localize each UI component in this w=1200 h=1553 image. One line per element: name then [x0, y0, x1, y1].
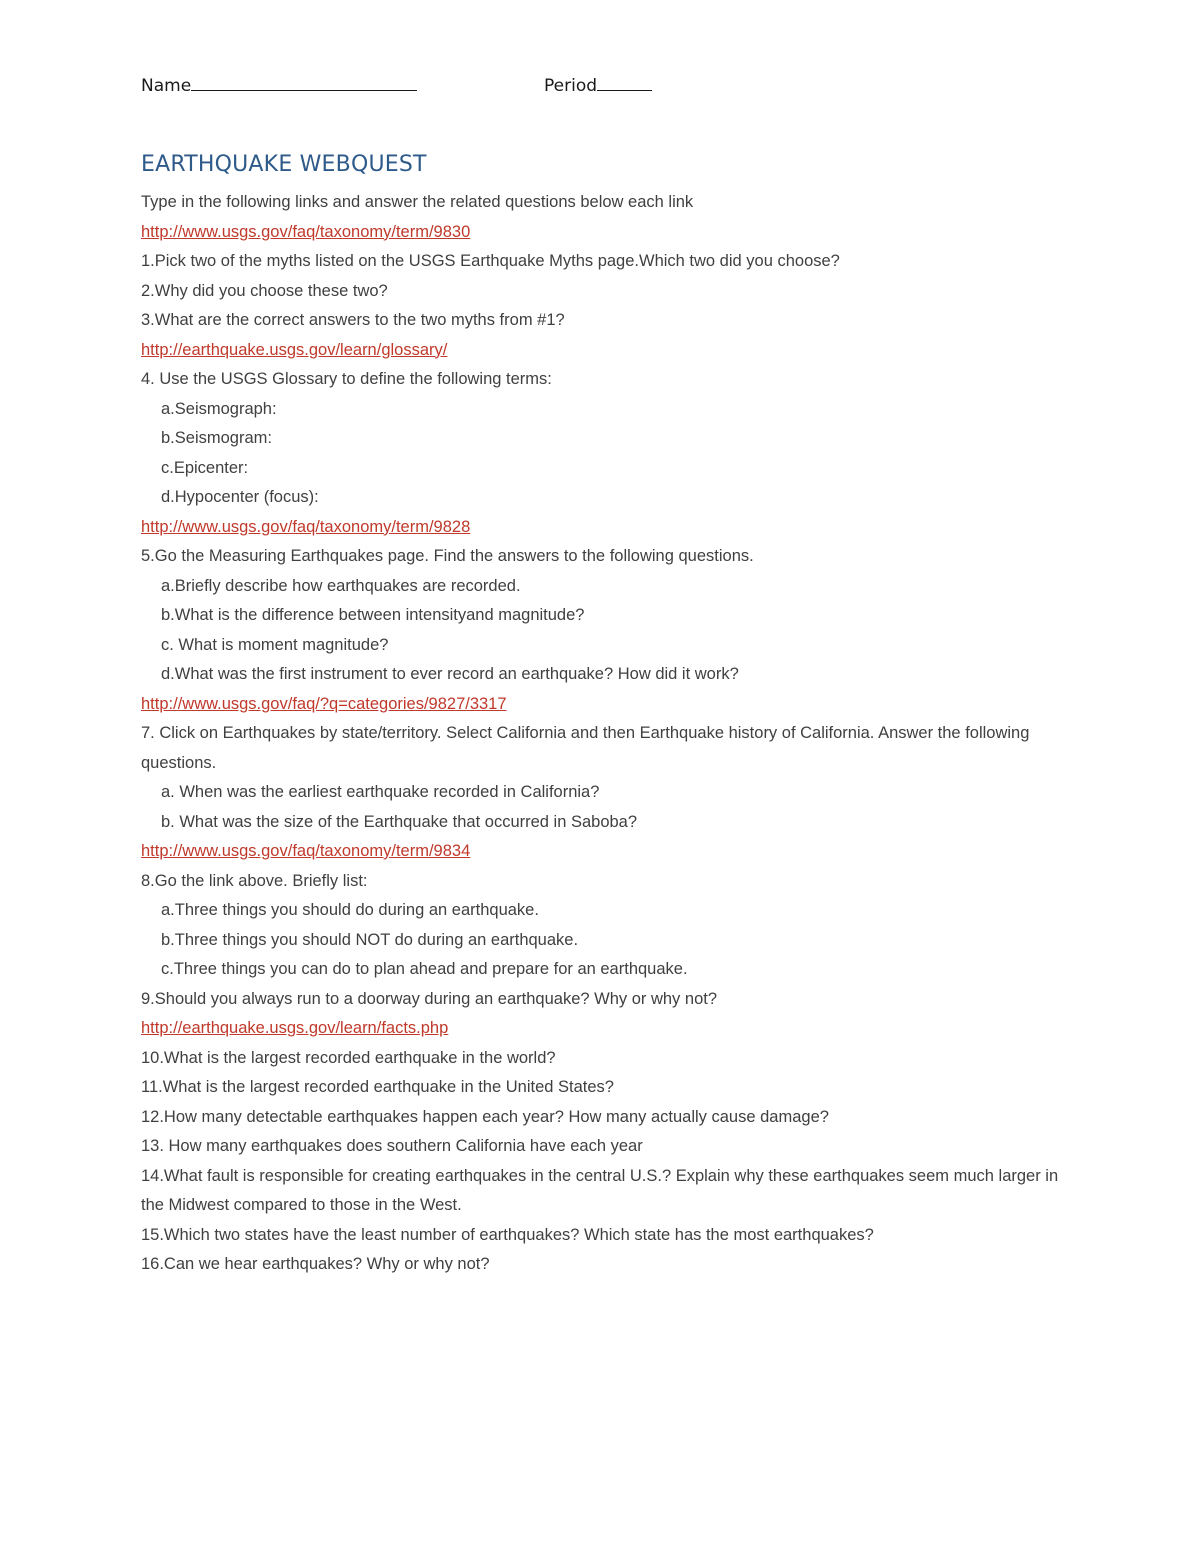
question-text: 16.Can we hear earthquakes? Why or why not? [141, 1255, 490, 1273]
resource-link[interactable]: http://www.usgs.gov/faq/taxonomy/term/9834 [141, 842, 471, 860]
resource-link[interactable]: http://www.usgs.gov/faq/taxonomy/term/9830 [141, 222, 471, 241]
sub-question: c. What is moment magnitude? [161, 635, 389, 654]
period-label: Period [544, 76, 598, 96]
question-text: 11.What is the largest recorded earthquake in the United States? [141, 1078, 614, 1096]
sub-question: c.Three things you can do to plan ahead and prepare for an earthquake. [161, 960, 688, 978]
period-blank[interactable] [597, 74, 652, 91]
sub-question: a.Briefly describe how earthquakes are recorded. [161, 576, 521, 595]
sub-question: c.Epicenter: [161, 458, 249, 477]
question-text: 9.Should you always run to a doorway during an earthquake? Why or why not? [141, 989, 718, 1008]
question-text: 12.How many detectable earthquakes happen each year? How many actually cause damage? [141, 1107, 829, 1126]
sub-question: b. What was the size of the Earthquake that occurred in Saboba? [161, 812, 638, 831]
name-blank[interactable] [191, 74, 417, 91]
question-text: 15.Which two states have the least number of earthquakes? Which state has the most earthquakes? [141, 1225, 874, 1244]
sub-question: d.Hypocenter (focus): [161, 488, 319, 506]
instructions-text: Type in the following links and answer the related questions below each link [141, 193, 694, 211]
period-field [544, 74, 652, 96]
page-title: EARTHQUAKE WEBQUEST [141, 152, 427, 177]
name-label: Name [141, 76, 192, 96]
question-text: 5.Go the Measuring Earthquakes page. Find the answers to the following questions. [141, 547, 754, 565]
question-text: 10.What is the largest recorded earthquake in the world? [141, 1048, 556, 1067]
resource-link[interactable]: http://earthquake.usgs.gov/learn/facts.php [141, 1019, 449, 1037]
question-text: 7. Click on Earthquakes by state/territory. Select California and then Earthquake history of California. Answer the following questions. [141, 724, 1030, 772]
sub-question: a. When was the earliest earthquake recorded in California? [161, 783, 600, 801]
question-list [141, 218, 1071, 1280]
worksheet-content [141, 188, 1071, 1280]
sub-question: a.Three things you should do during an earthquake. [161, 901, 539, 919]
sub-question: b.Three things you should NOT do during an earthquake. [161, 930, 579, 949]
question-text: 8.Go the link above. Briefly list: [141, 871, 368, 890]
question-text: 1.Pick two of the myths listed on the USGS Earthquake Myths page.Which two did you choose? [141, 252, 840, 270]
question-text: 14.What fault is responsible for creating earthquakes in the central U.S.? Explain why these earthquakes seem much larger in the Midwest compared to those in the West. [141, 1166, 1059, 1214]
question-text: 2.Why did you choose these two? [141, 281, 388, 300]
resource-link[interactable]: http://www.usgs.gov/faq/taxonomy/term/9828 [141, 517, 471, 536]
resource-link[interactable]: http://www.usgs.gov/faq/?q=categories/9827/3317 [141, 694, 507, 713]
resource-link[interactable]: http://earthquake.usgs.gov/learn/glossary/ [141, 340, 448, 359]
sub-question: a.Seismograph: [161, 399, 277, 418]
question-text: 3.What are the correct answers to the two myths from #1? [141, 311, 565, 329]
sub-question: d.What was the first instrument to ever record an earthquake? How did it work? [161, 665, 739, 683]
name-field [141, 74, 417, 96]
sub-question: b.Seismogram: [161, 429, 272, 447]
sub-question: b.What is the difference between intensityand magnitude? [161, 606, 585, 624]
question-text: 13. How many earthquakes does southern California have each year [141, 1137, 643, 1155]
question-text: 4. Use the USGS Glossary to define the following terms: [141, 370, 552, 388]
